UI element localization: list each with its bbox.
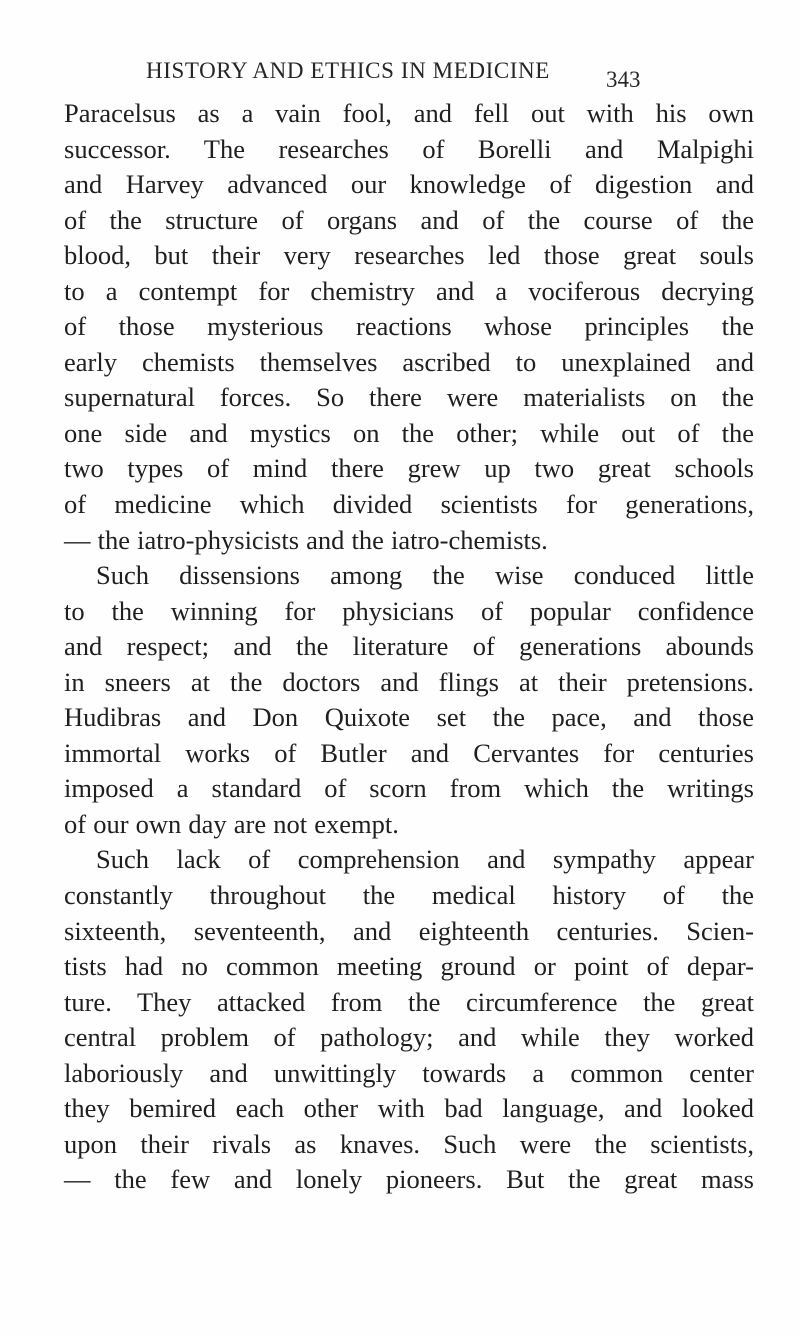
text-line: of medicine which divided scientists for generations, — [64, 489, 754, 520]
text-line: Such lack of comprehension and sympathy appear — [96, 844, 754, 875]
text-line: of our own day are not exempt. — [64, 808, 399, 839]
text-line: laboriously and unwittingly towards a common center — [64, 1057, 754, 1088]
text-line: Such dissensions among the wise conduced little — [96, 560, 754, 591]
text-line: of the structure of organs and of the course of the — [64, 204, 754, 235]
text-line: ture. They attacked from the circumference the great — [64, 986, 754, 1017]
text-line: blood, but their very researches led those great souls — [64, 240, 754, 271]
text-line: — the iatro-physicists and the iatro-chemists. — [64, 524, 548, 555]
text-line: in sneers at the doctors and flings at their pretensions. — [64, 666, 754, 697]
text-line: imposed a standard of scorn from which the writings — [64, 773, 754, 804]
text-line: early chemists themselves ascribed to unexplained and — [64, 346, 754, 377]
text-line: to the winning for physicians of popular confidence — [64, 595, 754, 626]
body-text — [64, 96, 754, 1198]
text-line: central problem of pathology; and while they worked — [64, 1022, 754, 1053]
page-number: 343 — [606, 67, 641, 92]
text-line: and Harvey advanced our knowledge of digestion and — [64, 169, 754, 200]
text-line: sixteenth, seventeenth, and eighteenth centuries. Scien- — [64, 915, 754, 946]
text-line: constantly throughout the medical history of the — [64, 880, 754, 911]
text-line: Paracelsus as a vain fool, and fell out with his own — [64, 98, 754, 128]
text-line: of those mysterious reactions whose principles the — [64, 311, 754, 342]
text-line: successor. The researches of Borelli and Malpighi — [64, 133, 754, 164]
text-line: they bemired each other with bad language, and looked — [64, 1093, 754, 1124]
text-line: supernatural forces. So there were materialists on the — [64, 382, 754, 413]
text-line: upon their rivals as knaves. Such were the scientists, — [64, 1128, 754, 1159]
running-title: HISTORY AND ETHICS IN MEDICINE — [146, 58, 550, 83]
text-line: tists had no common meeting ground or point of depar- — [64, 951, 754, 982]
text-line: and respect; and the literature of generations abounds — [64, 631, 754, 662]
text-line: Hudibras and Don Quixote set the pace, and those — [64, 702, 754, 733]
text-line: — the few and lonely pioneers. But the great mass — [64, 1164, 754, 1195]
text-line: to a contempt for chemistry and a vociferous decrying — [64, 275, 754, 306]
text-line: immortal works of Butler and Cervantes for centuries — [64, 737, 754, 768]
text-line: one side and mystics on the other; while out of the — [64, 417, 754, 448]
text-line: two types of mind there grew up two great schools — [64, 453, 754, 484]
